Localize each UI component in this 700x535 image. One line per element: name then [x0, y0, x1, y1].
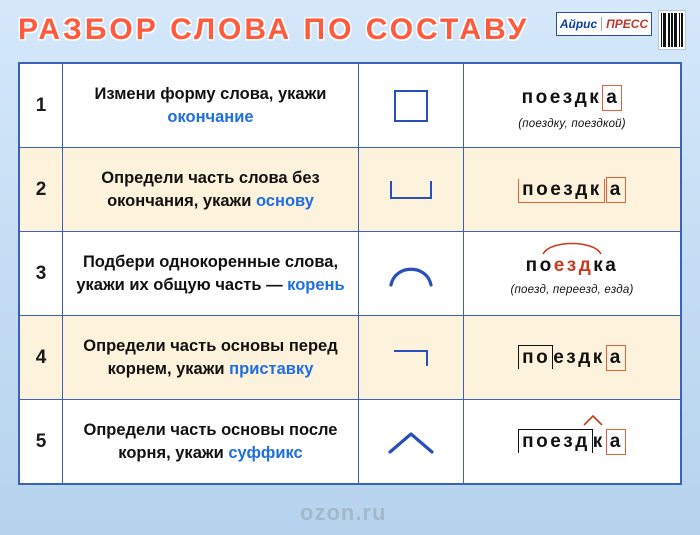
- word-suffix: к: [592, 430, 605, 452]
- root-arc-sign: [388, 261, 434, 287]
- instruction-keyword: окончание: [167, 107, 254, 126]
- step-number: 4: [20, 316, 63, 399]
- publisher-logo: [556, 12, 652, 36]
- word-analysis-cell: [464, 400, 680, 483]
- step-instruction: [63, 148, 359, 231]
- publisher-name-right: ПРЕСС: [606, 17, 649, 31]
- poster-header: [12, 10, 688, 54]
- word-ending: а: [606, 429, 626, 455]
- morpheme-sign-cell: [359, 400, 464, 483]
- analyzed-word: [518, 174, 626, 206]
- word-examples: [511, 284, 634, 296]
- step-instruction: [63, 400, 359, 483]
- stem-bracket-sign: [390, 181, 432, 199]
- instruction-text: Определи часть основы перед корнем, укажи: [83, 337, 338, 378]
- analyzed-word: [518, 342, 626, 374]
- word-analysis-cell: [464, 316, 680, 399]
- instruction-keyword: суффикс: [228, 443, 303, 462]
- instruction-keyword: основу: [255, 191, 314, 210]
- examples-text: (поезд, переезд, езда): [510, 283, 634, 296]
- word-prefix: по: [525, 254, 554, 276]
- word-ending: а: [602, 85, 622, 111]
- step-number: 3: [20, 232, 63, 315]
- word-prefix: по: [518, 345, 553, 369]
- word-stem: поездк: [521, 86, 602, 108]
- suffix-hat-mark-icon: [582, 414, 604, 426]
- instruction-text: Измени форму слова, укажи: [94, 85, 327, 104]
- table-row: [20, 316, 680, 400]
- instruction-text: Определи часть основы после корня, укажи: [83, 421, 338, 462]
- page-title: РАЗБОР СЛОВА ПО СОСТАВУ: [18, 13, 530, 46]
- analyzed-word-wrap: [518, 426, 626, 458]
- step-number: 5: [20, 400, 63, 483]
- word-stem: поездк: [518, 179, 605, 203]
- table-row: [20, 232, 680, 316]
- word-analysis-cell: [464, 64, 680, 147]
- table-row: [20, 148, 680, 232]
- watermark: ozon.ru: [300, 500, 387, 525]
- prefix-sign: [394, 350, 428, 366]
- instruction-text: Подбери однокоренные слова, укажи их общую часть —: [76, 253, 339, 294]
- analyzed-word: [518, 426, 626, 458]
- instruction-keyword: корень: [287, 275, 345, 294]
- word-examples: [518, 118, 626, 130]
- word-analysis-cell: [464, 148, 680, 231]
- analyzed-word: [522, 82, 623, 114]
- morpheme-sign-cell: [359, 148, 464, 231]
- step-number: 1: [20, 64, 63, 147]
- publisher-name-left: Айрис: [559, 17, 598, 31]
- step-instruction: [63, 232, 359, 315]
- logo-divider: [601, 17, 602, 31]
- word-rest: ездк: [553, 346, 605, 368]
- word-root: езд: [553, 254, 594, 276]
- word-ending: а: [606, 177, 626, 203]
- instruction-keyword: приставку: [229, 359, 314, 378]
- table-row: [20, 64, 680, 148]
- suffix-hat-sign: [387, 429, 435, 455]
- analyzed-word: [526, 252, 619, 280]
- step-number: 2: [20, 148, 63, 231]
- morpheme-sign-cell: [359, 316, 464, 399]
- step-instruction: [63, 64, 359, 147]
- barcode-icon: [658, 10, 686, 50]
- word-stem: поезд: [518, 429, 593, 453]
- word-analysis-cell: [464, 232, 680, 315]
- word-ending: а: [606, 345, 626, 371]
- morpheme-sign-cell: [359, 232, 464, 315]
- steps-table: [18, 62, 682, 485]
- table-row: [20, 400, 680, 483]
- ending-box-sign: [394, 90, 428, 122]
- step-instruction: [63, 316, 359, 399]
- word-suffix: к: [593, 254, 606, 276]
- examples-text: (поездку, поездкой): [518, 117, 626, 130]
- word-ending: а: [605, 254, 619, 276]
- instruction-text: Определи часть слова без окончания, укажи: [101, 169, 320, 210]
- morpheme-sign-cell: [359, 64, 464, 147]
- analyzed-word-wrap: [526, 252, 619, 280]
